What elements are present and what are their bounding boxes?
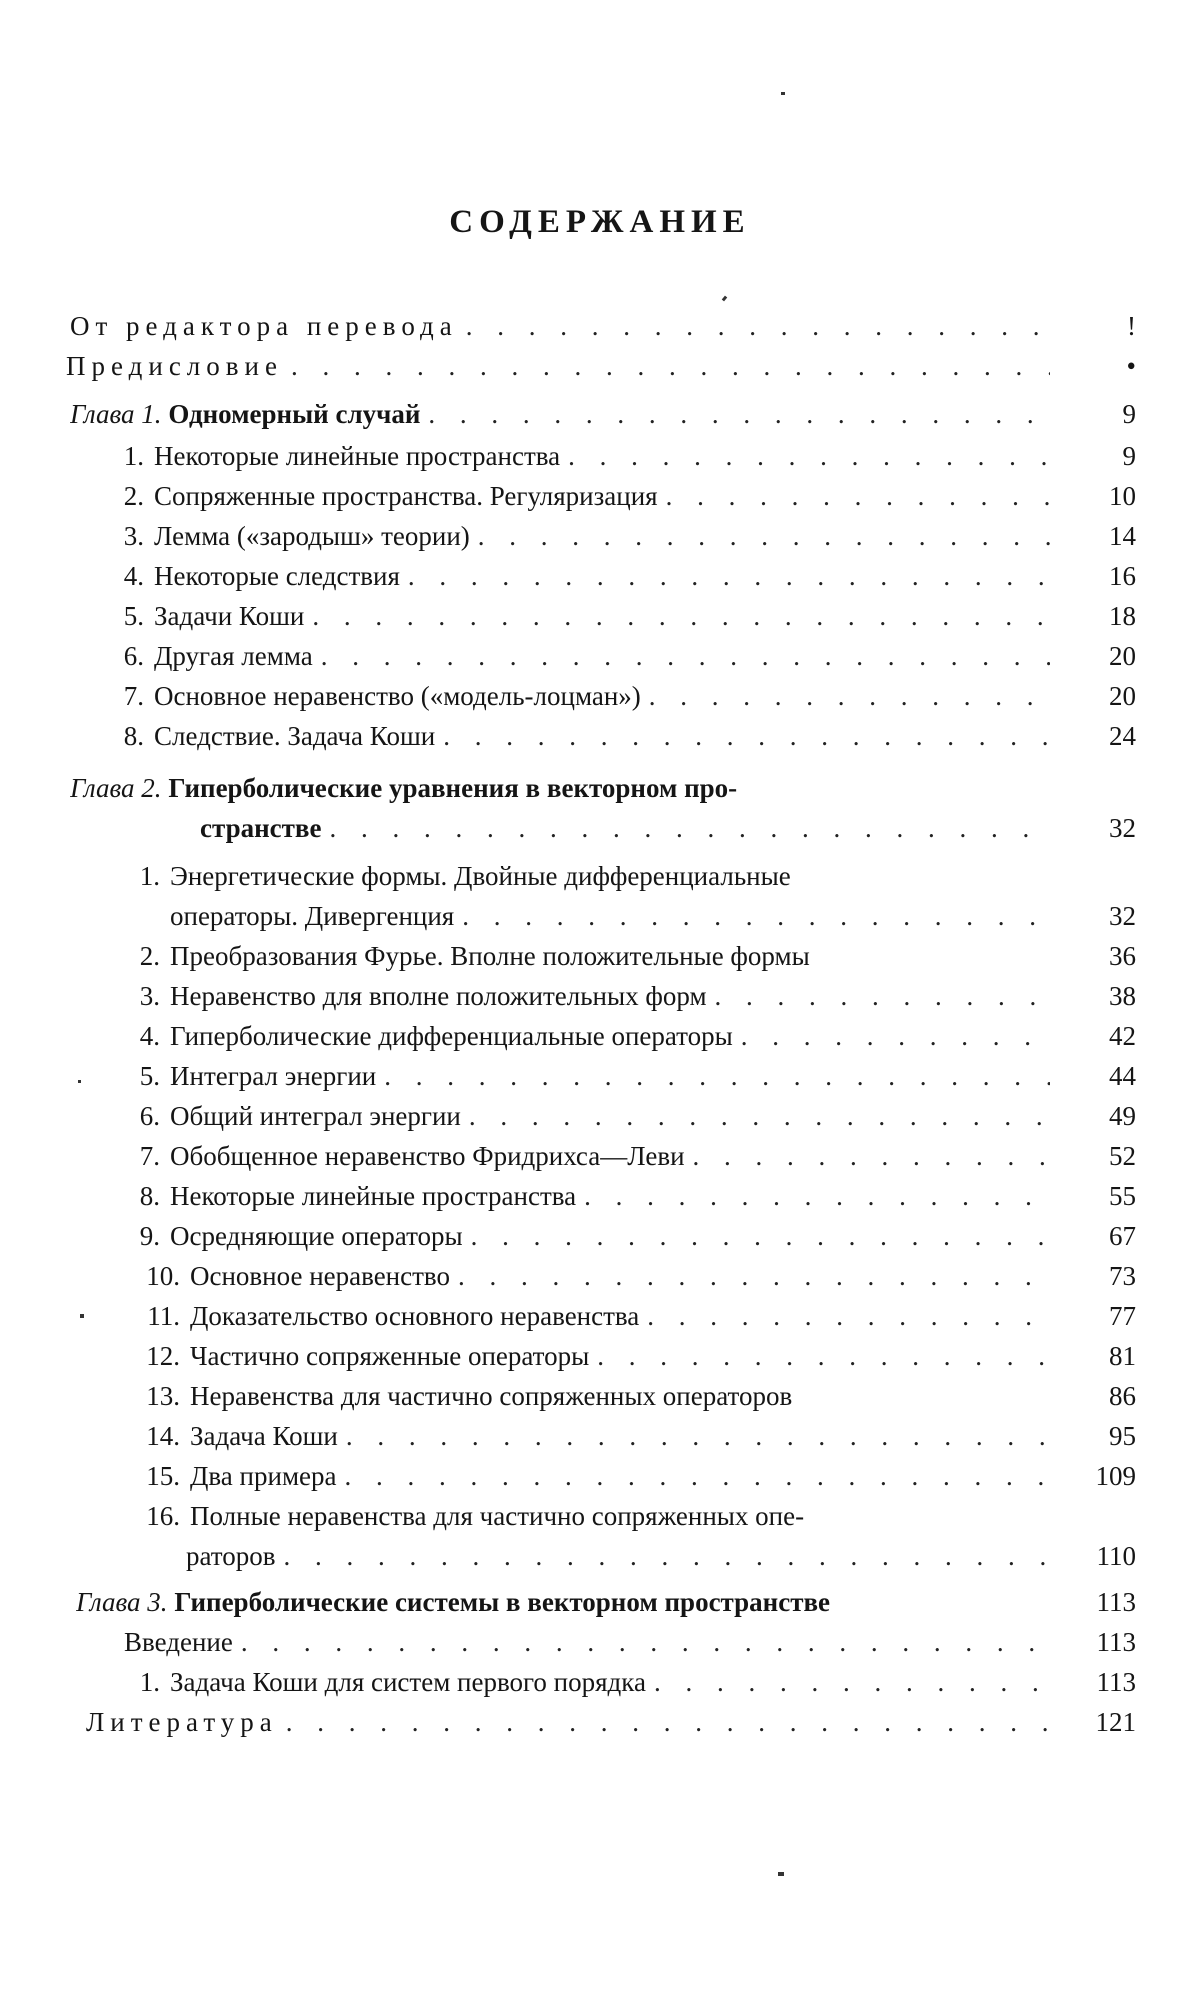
chapter-title: Гиперболические системы в векторном пространстве bbox=[174, 1587, 831, 1617]
section-number: 9. bbox=[139, 1221, 160, 1251]
page-number: 52 bbox=[1109, 1141, 1136, 1171]
scan-speck bbox=[778, 1872, 784, 1876]
toc-entry bbox=[0, 1178, 1200, 1214]
toc-entry-label: Некоторые линейные пространства bbox=[170, 1181, 577, 1211]
page-number: 44 bbox=[1109, 1061, 1136, 1091]
toc-entry-label: Основное неравенство bbox=[190, 1261, 450, 1291]
toc-entry-cont bbox=[0, 1538, 1200, 1574]
toc-entry-label-continued: раторов bbox=[186, 1541, 276, 1571]
toc-entry-label: Энергетические формы. Двойные дифференциальные bbox=[170, 861, 791, 891]
toc-entry-label: Неравенство для вполне положительных форм bbox=[170, 981, 707, 1011]
toc-entry-label: Осредняющие операторы bbox=[170, 1221, 463, 1251]
toc-entry-label: Задача Коши bbox=[190, 1421, 338, 1451]
section-number: 10. bbox=[146, 1261, 180, 1291]
toc-entry bbox=[0, 638, 1200, 674]
page-number: 9 bbox=[1122, 441, 1136, 471]
section-number: 6. bbox=[139, 1101, 160, 1131]
toc-chapter-3 bbox=[0, 1584, 1200, 1620]
leader-dots bbox=[275, 1538, 1050, 1574]
toc-entry-label: Общий интеграл энергии bbox=[170, 1101, 461, 1131]
leader-dots bbox=[313, 638, 1050, 674]
section-number: 13. bbox=[146, 1381, 180, 1411]
page-number: 113 bbox=[1096, 1667, 1136, 1697]
section-number: 4. bbox=[123, 561, 144, 591]
page-number: 10 bbox=[1109, 481, 1136, 511]
leader-dots bbox=[278, 1704, 1050, 1740]
page-number: 42 bbox=[1109, 1021, 1136, 1051]
leader-dots bbox=[463, 1218, 1050, 1254]
toc-entry-label: Интеграл энергии bbox=[170, 1061, 377, 1091]
toc-entry-literature bbox=[0, 1704, 1200, 1740]
chapter-title-continued: странстве bbox=[200, 813, 322, 843]
toc-chapter-2-cont bbox=[0, 810, 1200, 846]
page-number: 77 bbox=[1109, 1301, 1136, 1331]
leader-dots bbox=[461, 1098, 1050, 1134]
toc-entry bbox=[0, 1098, 1200, 1134]
toc-entry bbox=[0, 678, 1200, 714]
page-number: 20 bbox=[1109, 681, 1136, 711]
toc-entry-label: Следствие. Задача Коши bbox=[154, 721, 436, 751]
page-number: 81 bbox=[1109, 1341, 1136, 1371]
section-number: 4. bbox=[139, 1021, 160, 1051]
section-number: 8. bbox=[139, 1181, 160, 1211]
page-number: 18 bbox=[1109, 601, 1136, 631]
section-number: 1. bbox=[123, 441, 144, 471]
toc-entry-label: Доказательство основного неравенства bbox=[190, 1301, 640, 1331]
toc-entry bbox=[0, 598, 1200, 634]
toc-entry bbox=[0, 858, 1200, 894]
leader-dots bbox=[337, 1458, 1051, 1494]
toc-entry-editor-foreword bbox=[0, 308, 1200, 344]
leader-dots bbox=[338, 1418, 1050, 1454]
leader-dots bbox=[450, 1258, 1050, 1294]
section-number: 16. bbox=[146, 1501, 180, 1531]
section-number: 8. bbox=[123, 721, 144, 751]
toc-entry bbox=[0, 1338, 1200, 1374]
page-number: 113 bbox=[1096, 1627, 1136, 1657]
toc-entry bbox=[0, 558, 1200, 594]
chapter-title: Одномерный случай bbox=[168, 399, 421, 429]
section-number: 1. bbox=[139, 861, 160, 891]
leader-dots bbox=[658, 478, 1050, 514]
toc-entry-label: Два примера bbox=[190, 1461, 337, 1491]
toc-entry-label: Частично сопряженные операторы bbox=[190, 1341, 590, 1371]
scan-speck bbox=[78, 1080, 81, 1083]
toc-entry bbox=[0, 1138, 1200, 1174]
leader-dots bbox=[641, 678, 1050, 714]
toc-entry-label: Другая лемма bbox=[154, 641, 313, 671]
section-number: 7. bbox=[123, 681, 144, 711]
page-number: 67 bbox=[1109, 1221, 1136, 1251]
page-number: 32 bbox=[1109, 901, 1136, 931]
section-number: 5. bbox=[139, 1061, 160, 1091]
toc-entry-label: Некоторые следствия bbox=[154, 561, 400, 591]
page-number: 55 bbox=[1109, 1181, 1136, 1211]
leader-dots bbox=[560, 438, 1050, 474]
chapter-prefix: Глава 1. bbox=[70, 399, 162, 429]
page-number: 32 bbox=[1109, 813, 1136, 843]
leader-dots bbox=[376, 1058, 1050, 1094]
chapter-title: Гиперболические уравнения в векторном про- bbox=[168, 773, 738, 803]
toc-chapter-2 bbox=[0, 770, 1200, 806]
leader-dots bbox=[233, 1624, 1050, 1660]
page-number: 86 bbox=[1109, 1381, 1136, 1411]
scan-speck bbox=[781, 92, 785, 95]
leader-dots bbox=[589, 1338, 1050, 1374]
page-number: 16 bbox=[1109, 561, 1136, 591]
page-number: 109 bbox=[1095, 1461, 1136, 1491]
toc-entry-label: Неравенства для частично сопряженных операторов bbox=[190, 1381, 793, 1411]
leader-dots bbox=[420, 396, 1050, 432]
toc-entry bbox=[0, 1258, 1200, 1294]
toc-entry bbox=[0, 438, 1200, 474]
toc-entry-label: Полные неравенства для частично сопряженных опе- bbox=[190, 1501, 805, 1531]
toc-entry bbox=[0, 1298, 1200, 1334]
toc-entry bbox=[0, 1018, 1200, 1054]
page-number: 95 bbox=[1109, 1421, 1136, 1451]
toc-entry bbox=[0, 978, 1200, 1014]
page-number: 36 bbox=[1109, 941, 1136, 971]
page-number: 24 bbox=[1109, 721, 1136, 751]
page-number: ! bbox=[1127, 311, 1136, 341]
toc-entry bbox=[0, 1378, 1200, 1414]
section-number: 12. bbox=[146, 1341, 180, 1371]
toc-entry bbox=[0, 1418, 1200, 1454]
toc-entry bbox=[0, 1058, 1200, 1094]
section-number: 3. bbox=[123, 521, 144, 551]
toc-chapter-1 bbox=[0, 396, 1200, 432]
toc-entry-intro bbox=[0, 1624, 1200, 1660]
page-number: • bbox=[1126, 351, 1136, 381]
page-number: 110 bbox=[1096, 1541, 1136, 1571]
toc-entry bbox=[0, 1498, 1200, 1534]
toc-entry bbox=[0, 478, 1200, 514]
scan-speck bbox=[80, 1314, 84, 1318]
leader-dots bbox=[707, 978, 1050, 1014]
page-number: 113 bbox=[1096, 1587, 1136, 1617]
section-number: 5. bbox=[123, 601, 144, 631]
leader-dots bbox=[685, 1138, 1050, 1174]
leader-dots bbox=[435, 718, 1050, 754]
toc-entry bbox=[0, 518, 1200, 554]
toc-entry-label: Задача Коши для систем первого порядка bbox=[170, 1667, 646, 1697]
toc-entry bbox=[0, 938, 1200, 974]
toc-entry bbox=[0, 1218, 1200, 1254]
leader-dots bbox=[576, 1178, 1050, 1214]
leader-dots bbox=[454, 898, 1050, 934]
page-number: 38 bbox=[1109, 981, 1136, 1011]
leader-dots bbox=[639, 1298, 1050, 1334]
toc-entry-label: Обобщенное неравенство Фридрихса—Леви bbox=[170, 1141, 685, 1171]
page-number: 9 bbox=[1122, 399, 1136, 429]
leader-dots bbox=[470, 518, 1050, 554]
toc-entry-label: Лемма («зародыш» теории) bbox=[154, 521, 470, 551]
section-number: 3. bbox=[139, 981, 160, 1011]
toc-entry bbox=[0, 1664, 1200, 1700]
scan-speck bbox=[722, 296, 728, 302]
leader-dots bbox=[458, 308, 1050, 344]
leader-dots bbox=[321, 810, 1050, 846]
section-number: 2. bbox=[123, 481, 144, 511]
toc-entry-label: Гиперболические дифференциальные операторы bbox=[170, 1021, 733, 1051]
toc-entry bbox=[0, 718, 1200, 754]
toc-entry-label: Основное неравенство («модель-лоцман») bbox=[154, 681, 641, 711]
leader-dots bbox=[304, 598, 1050, 634]
page-title: СОДЕРЖАНИЕ bbox=[449, 204, 751, 240]
page-number: 20 bbox=[1109, 641, 1136, 671]
section-number: 11. bbox=[147, 1301, 180, 1331]
toc-entry-preface bbox=[0, 348, 1200, 384]
toc-entry-label-continued: операторы. Дивергенция bbox=[170, 901, 455, 931]
page-number: 121 bbox=[1095, 1707, 1136, 1737]
chapter-prefix: Глава 2. bbox=[70, 773, 162, 803]
leader-dots bbox=[283, 348, 1050, 384]
chapter-prefix: Глава 3. bbox=[76, 1587, 168, 1617]
toc-entry-label: Введение bbox=[124, 1627, 233, 1657]
toc-entry-label: Преобразования Фурье. Вполне положительные формы bbox=[170, 941, 810, 971]
section-number: 14. bbox=[146, 1421, 180, 1451]
leader-dots bbox=[733, 1018, 1050, 1054]
leader-dots bbox=[400, 558, 1050, 594]
toc-entry-label: Литература bbox=[86, 1707, 278, 1737]
section-number: 7. bbox=[139, 1141, 160, 1171]
section-number: 2. bbox=[139, 941, 160, 971]
page-number: 73 bbox=[1109, 1261, 1136, 1291]
toc-entry bbox=[0, 1458, 1200, 1494]
page-number: 49 bbox=[1109, 1101, 1136, 1131]
toc-entry-label: От редактора перевода bbox=[70, 311, 458, 341]
section-number: 15. bbox=[146, 1461, 180, 1491]
page-number: 14 bbox=[1109, 521, 1136, 551]
toc-entry-cont bbox=[0, 898, 1200, 934]
toc-entry-label: Сопряженные пространства. Регуляризация bbox=[154, 481, 658, 511]
toc-entry-label: Некоторые линейные пространства bbox=[154, 441, 561, 471]
toc-entry-label: Предисловие bbox=[66, 351, 283, 381]
section-number: 6. bbox=[123, 641, 144, 671]
section-number: 1. bbox=[139, 1667, 160, 1697]
leader-dots bbox=[646, 1664, 1050, 1700]
toc-entry-label: Задачи Коши bbox=[154, 601, 305, 631]
